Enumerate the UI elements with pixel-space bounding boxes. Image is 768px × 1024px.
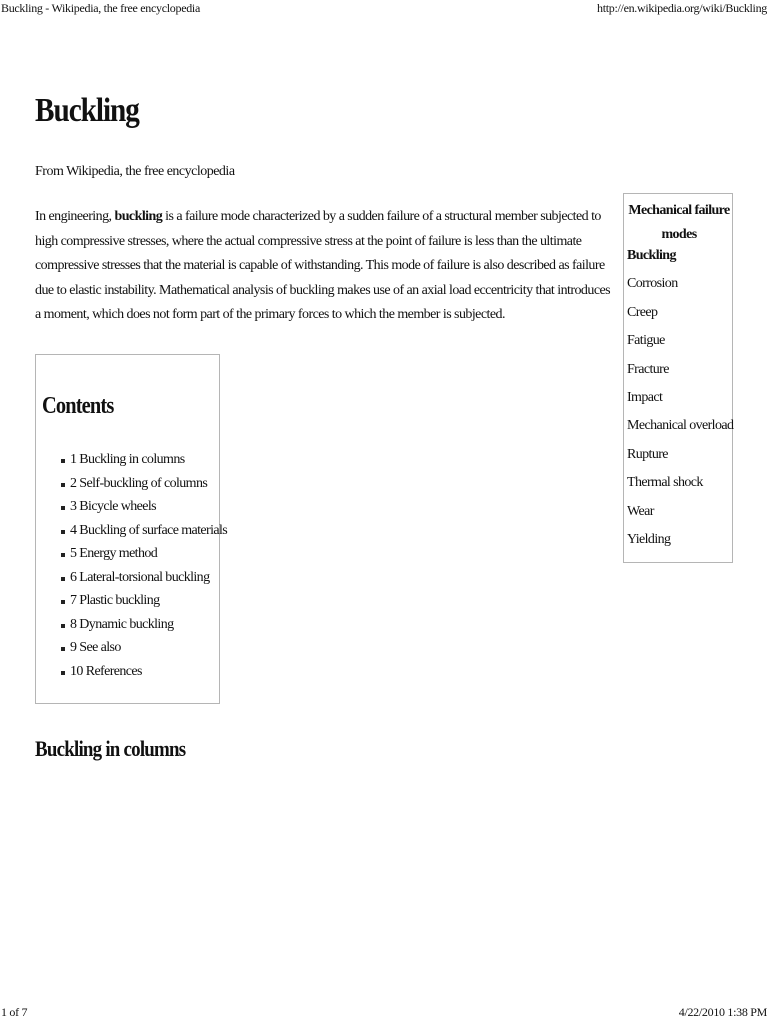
infobox-item-impact[interactable]: Impact xyxy=(627,389,663,405)
print-header-title: Buckling - Wikipedia, the free encyclopedia xyxy=(1,1,200,15)
toc-list xyxy=(61,452,227,687)
infobox-item-creep[interactable]: Creep xyxy=(627,304,658,320)
print-footer-date: 4/22/2010 1:38 PM xyxy=(678,1005,767,1019)
print-footer-page-number: 1 of 7 xyxy=(1,1005,28,1019)
toc-item-2[interactable]: 2 Self-buckling of columns xyxy=(61,476,227,500)
toc-item-3[interactable]: 3 Bicycle wheels xyxy=(61,499,227,523)
toc-item-7[interactable]: 7 Plastic buckling xyxy=(61,593,227,617)
infobox-title: Mechanical failure modes xyxy=(628,203,730,242)
infobox-item-fracture[interactable]: Fracture xyxy=(627,361,669,377)
page-subtitle: From Wikipedia, the free encyclopedia xyxy=(35,164,235,179)
toc-title: Contents xyxy=(42,393,114,419)
infobox-item-thermal-shock[interactable]: Thermal shock xyxy=(627,475,703,491)
infobox-item-mechanical-overload[interactable]: Mechanical overload xyxy=(627,418,734,434)
print-header-url: http://en.wikipedia.org/wiki/Buckling xyxy=(597,1,767,15)
toc-item-9[interactable]: 9 See also xyxy=(61,640,227,664)
infobox-list xyxy=(627,248,733,560)
table-of-contents xyxy=(35,354,228,704)
toc-item-10[interactable]: 10 References xyxy=(61,664,227,688)
toc-item-6[interactable]: 6 Lateral-torsional buckling xyxy=(61,570,227,594)
infobox-item-corrosion[interactable]: Corrosion xyxy=(627,276,678,292)
toc-item-1[interactable]: 1 Buckling in columns xyxy=(61,452,227,476)
intro-paragraph xyxy=(35,205,613,328)
intro-bold-term: buckling xyxy=(114,209,163,224)
infobox-item-yielding[interactable]: Yielding xyxy=(627,531,671,547)
intro-text-rest: is a failure mode characterized by a sudden failure of a structural member subjected to high compressive stresses, where the actual compressive stress at the point of failure is less than the ultimate compressive stresses that the material is capable of withstanding. This mode of failure is also described as failure due to elastic instability. Mathematical analysis of buckling makes use of an axial load eccentricity that introduces a moment, which does not form part of the primary forces to which the member is subjected. xyxy=(35,209,611,322)
infobox-item-fatigue[interactable]: Fatigue xyxy=(627,333,665,349)
infobox-item-buckling: Buckling xyxy=(627,248,676,263)
intro-text-start: In engineering, xyxy=(35,209,115,224)
toc-item-8[interactable]: 8 Dynamic buckling xyxy=(61,617,227,641)
page-title: Buckling xyxy=(35,92,139,129)
infobox-item-rupture[interactable]: Rupture xyxy=(627,446,668,462)
infobox-item-wear[interactable]: Wear xyxy=(627,503,654,519)
toc-item-4[interactable]: 4 Buckling of surface materials xyxy=(61,523,227,547)
section-heading: Buckling in columns xyxy=(35,736,186,761)
infobox-failure-modes xyxy=(623,193,733,563)
toc-item-5[interactable]: 5 Energy method xyxy=(61,546,227,570)
